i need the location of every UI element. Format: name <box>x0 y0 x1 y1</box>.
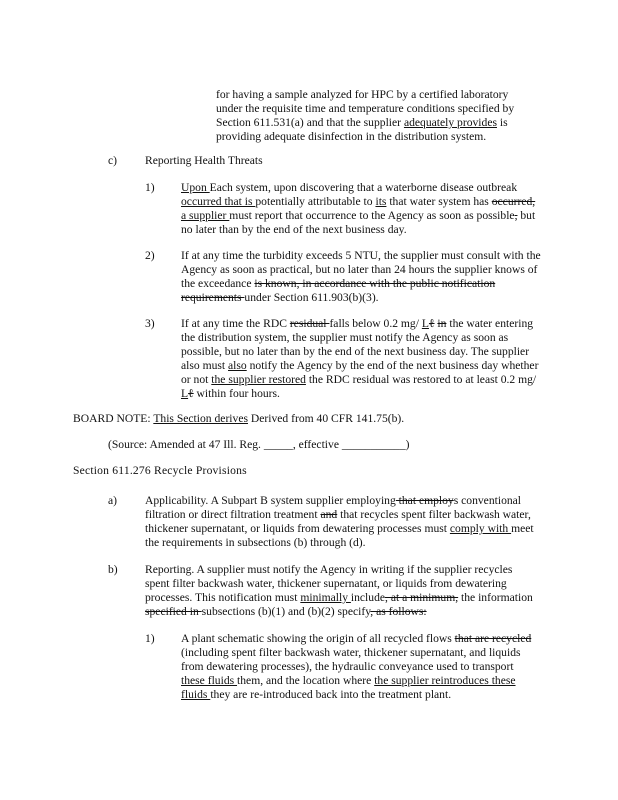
deleted-text: specified in <box>145 605 202 618</box>
inserted-text: the supplier restored <box>211 373 306 386</box>
text-run: , effective <box>292 438 342 451</box>
text-run: Each system, upon discovering that a waterborne disease outbreak <box>209 181 518 194</box>
subsection-c-heading: Reporting Health Threats <box>145 154 263 167</box>
item-b1-label: 1) <box>145 632 155 645</box>
text-run: A plant schematic showing the origin of all recycled flows <box>181 632 455 645</box>
inserted-text: This Section derives <box>153 412 248 425</box>
item-b1-text <box>181 632 537 702</box>
text-run: Reporting. A supplier must notify the Agency in writing if the supplier recycles spent filter backwash water, thickener supernatant, or liquids from dewatering processes. This notification must <box>145 563 513 604</box>
text-run: BOARD NOTE: <box>73 412 154 425</box>
text-run: but no later than by the end of the next business day. <box>181 209 536 236</box>
text-run: notify the Agency by the end of the next business day whether or not <box>181 359 539 386</box>
inserted-text: its <box>375 195 387 208</box>
deleted-text: ℓ <box>188 387 194 400</box>
text-run: under Section 611.903(b)(3). <box>244 291 379 304</box>
text-run: _____ <box>263 438 293 451</box>
deleted-text: occurred, <box>491 195 536 208</box>
inserted-text: also <box>228 359 247 372</box>
deleted-text: , at a minimum, <box>385 591 459 604</box>
deleted-text: in <box>437 317 447 330</box>
deleted-text: that are recycled <box>454 632 532 645</box>
item-c3-text <box>181 317 547 401</box>
inserted-text: these fluids <box>181 674 238 687</box>
inserted-text: occurred that is <box>181 195 256 208</box>
text-run: the water entering the distribution system, the supplier must notify the Agency as soon as possible, but no later than by the end of the next business day. The supplier also must <box>181 317 534 372</box>
text-run: ) <box>405 438 410 451</box>
text-run: them, and the location where <box>237 674 375 687</box>
subsection-a-label: a) <box>108 494 118 507</box>
deleted-text: ℓ <box>428 317 435 330</box>
inserted-text: adequately provides <box>403 116 497 129</box>
text-run: that water system has <box>386 195 492 208</box>
source-line <box>108 438 528 452</box>
text-run: meet the requirements in subsections (b) through (d). <box>145 522 534 549</box>
subsection-a-text <box>145 494 549 550</box>
inserted-text: the supplier reintroduces these fluids <box>181 674 516 701</box>
text-run: falls below 0.2 mg/ <box>329 317 422 330</box>
inserted-text: a supplier <box>181 209 230 222</box>
text-run: If at any time the RDC <box>181 317 290 330</box>
text-run: If at any time the turbidity exceeds 5 NTU, the supplier must consult with the Agency as soon as practical, but no later than 24 hours the supplier knows of the exceedance <box>181 249 541 290</box>
board-note <box>73 412 543 426</box>
deleted-text: and <box>320 508 338 521</box>
item-c2-text <box>181 249 545 305</box>
inserted-text: L <box>181 387 189 400</box>
text-run: Applicability. A Subpart B system supplier employing <box>145 494 396 507</box>
subsection-c-label: c) <box>108 154 118 167</box>
deleted-text: , as follows: <box>370 605 427 618</box>
deleted-text: is known, in accordance with the public notification requirements <box>181 277 496 304</box>
text-run: the information <box>458 591 533 604</box>
text-run: for having a sample analyzed for HPC by a certified laboratory under the requisite time and temperature conditions specified by Section 611.531(a) and that the supplier <box>216 88 515 129</box>
continuation-paragraph <box>216 88 532 144</box>
subsection-b-text <box>145 563 537 619</box>
item-c1-label: 1) <box>145 181 155 194</box>
section-title: Section 611.276 Recycle Provisions <box>73 464 247 477</box>
subsection-b-label: b) <box>108 563 118 576</box>
text-run: (Source: Amended at 47 Ill. Reg. <box>108 438 264 451</box>
text-run: s conventional filtration or direct filtration treatment <box>145 494 522 521</box>
deleted-text: residual <box>289 317 330 330</box>
inserted-text: minimally <box>300 591 351 604</box>
text-run: must report that occurrence to the Agency as soon as possible <box>229 209 515 222</box>
text-run: that recycles spent filter backwash water, thickener supernatant, or liquids from dewatering processes must <box>145 508 531 535</box>
inserted-text: comply with <box>449 522 512 535</box>
text-run: Derived from 40 CFR 141.75(b). <box>247 412 405 425</box>
text-run: they are re-introduced back into the treatment plant. <box>210 688 452 701</box>
text-run: (including spent filter backwash water, thickener supernatant, and liquids from dewatering processes), the hydraulic conveyance used to transport <box>181 646 521 673</box>
deleted-text: that employ <box>395 494 454 507</box>
text-run: ___________ <box>341 438 406 451</box>
text-run: subsections (b)(1) and (b)(2) specify <box>201 605 371 618</box>
text-run: include <box>350 591 386 604</box>
deleted-text: , <box>514 209 518 222</box>
item-c1-text <box>181 181 539 237</box>
text-run: within four hours. <box>193 387 280 400</box>
inserted-text: L <box>421 317 429 330</box>
text-run: is providing adequate disinfection in the distribution system. <box>216 116 508 143</box>
item-c2-label: 2) <box>145 249 155 262</box>
text-run: potentially attributable to <box>255 195 376 208</box>
inserted-text: Upon <box>181 181 210 194</box>
item-c3-label: 3) <box>145 317 155 330</box>
text-run: the RDC residual was restored to at least 0.2 mg/ <box>305 373 537 386</box>
